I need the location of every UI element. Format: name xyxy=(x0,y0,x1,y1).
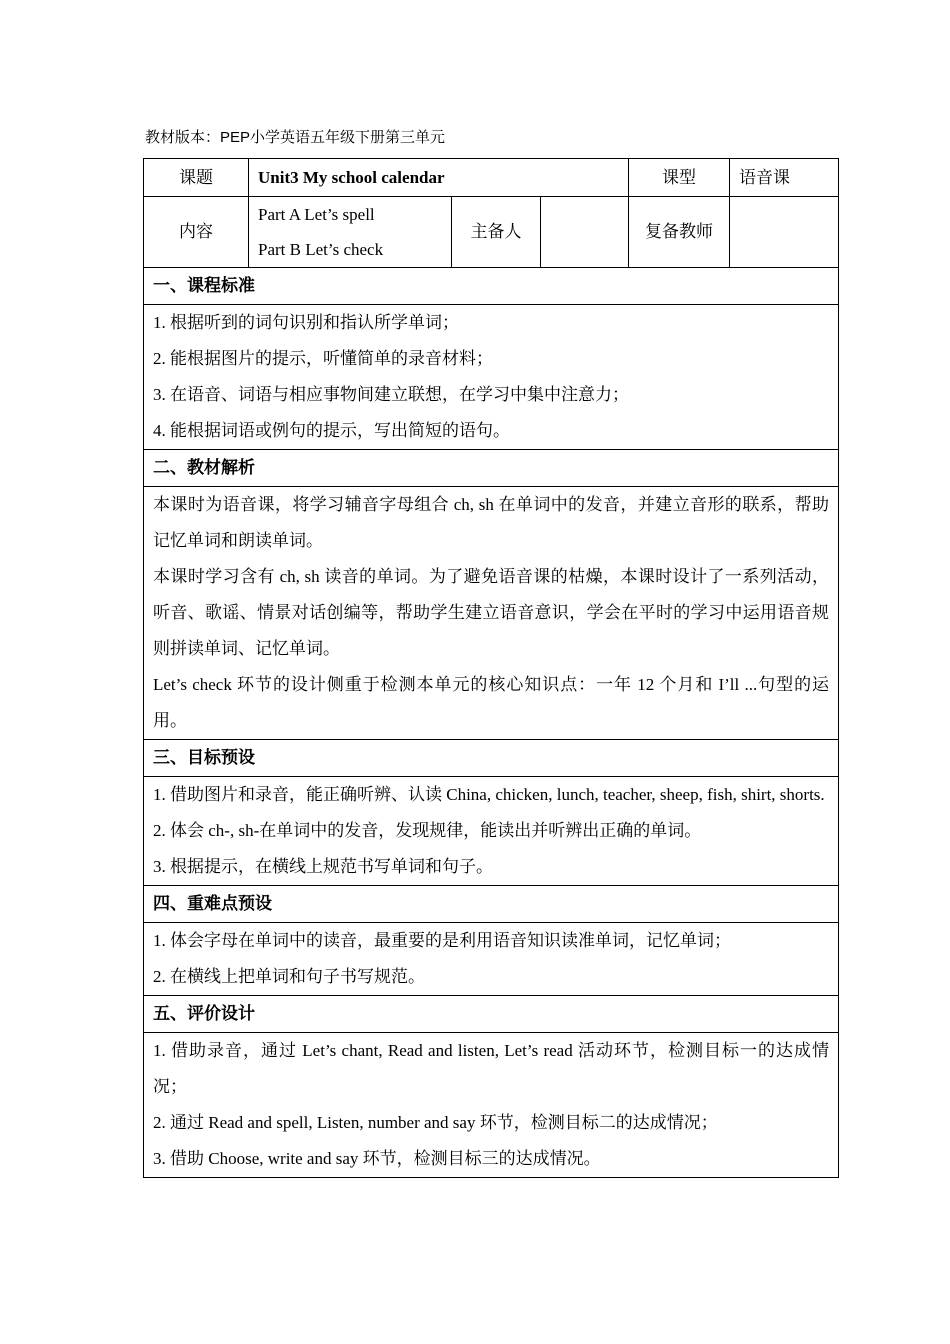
topic-label: 课题 xyxy=(144,159,249,197)
section-body xyxy=(144,487,839,740)
section-title: 一、课程标准 xyxy=(144,268,839,305)
section-line: Let’s check 环节的设计侧重于检测本单元的核心知识点：一年 12 个月和 I’ll ...句型的运用。 xyxy=(153,675,830,730)
type-label: 课型 xyxy=(629,159,730,197)
section-body-row xyxy=(144,777,839,886)
section-body-row xyxy=(144,305,839,450)
lesson-plan-table xyxy=(143,158,839,1178)
section-header-row xyxy=(144,450,839,487)
section-line: 本课时为语音课，将学习辅音字母组合 ch, sh 在单词中的发音，并建立音形的联系，帮助记忆单词和朗读单词。 xyxy=(153,495,830,550)
section-title: 四、重难点预设 xyxy=(144,886,839,923)
section-line: 3. 根据提示，在横线上规范书写单词和句子。 xyxy=(153,857,493,876)
section-body xyxy=(144,923,839,996)
section-body-row xyxy=(144,1033,839,1178)
section-header-row xyxy=(144,740,839,777)
section-line: 本课时学习含有 ch, sh 读音的单词。为了避免语音课的枯燥，本课时设计了一系列活动，听音、歌谣、情景对话创编等，帮助学生建立语音意识，学会在平时的学习中运用语音规则拼读单词、记忆单词。 xyxy=(153,567,830,658)
section-line: 2. 能根据图片的提示，听懂简单的录音材料； xyxy=(153,349,493,368)
section-line: 2. 在横线上把单词和句子书写规范。 xyxy=(153,967,425,986)
section-title: 五、评价设计 xyxy=(144,996,839,1033)
review-teacher-value xyxy=(730,197,839,268)
topic-row xyxy=(144,159,839,197)
section-line: 1. 根据听到的词句识别和指认所学单词； xyxy=(153,313,459,332)
section-line: 2. 通过 Read and spell, Listen, number and say 环节，检测目标二的达成情况； xyxy=(153,1113,718,1132)
section-line: 1. 借助录音，通过 Let’s chant, Read and listen, Let’s read 活动环节，检测目标一的达成情况； xyxy=(153,1041,830,1096)
section-body-row xyxy=(144,487,839,740)
section-line: 4. 能根据词语或例句的提示，写出简短的语句。 xyxy=(153,421,510,440)
section-title: 二、教材解析 xyxy=(144,450,839,487)
content-value xyxy=(249,197,452,268)
section-body xyxy=(144,305,839,450)
section-body xyxy=(144,1033,839,1178)
content-row xyxy=(144,197,839,268)
section-line: 1. 体会字母在单词中的读音，最重要的是利用语音知识读准单词，记忆单词； xyxy=(153,931,731,950)
content-line: Part A Let’s spell xyxy=(258,205,375,224)
section-header-row xyxy=(144,268,839,305)
section-line: 3. 借助 Choose, write and say 环节，检测目标三的达成情况。 xyxy=(153,1149,601,1168)
section-title: 三、目标预设 xyxy=(144,740,839,777)
section-body xyxy=(144,777,839,886)
section-line: 1. 借助图片和录音，能正确听辨、认读 China, chicken, lunch, teacher, sheep, fish, shirt, shorts. xyxy=(153,785,825,804)
topic-value: Unit3 My school calendar xyxy=(249,159,629,197)
review-teacher-label: 复备教师 xyxy=(629,197,730,268)
type-value: 语音课 xyxy=(730,159,839,197)
lead-teacher-label: 主备人 xyxy=(452,197,541,268)
textbook-edition: 教材版本：PEP小学英语五年级下册第三单元 xyxy=(145,129,446,146)
section-line: 3. 在语音、词语与相应事物间建立联想，在学习中集中注意力； xyxy=(153,385,629,404)
content-line: Part B Let’s check xyxy=(258,240,384,259)
section-header-row xyxy=(144,886,839,923)
section-header-row xyxy=(144,996,839,1033)
content-label: 内容 xyxy=(144,197,249,268)
section-body-row xyxy=(144,923,839,996)
lead-teacher-value xyxy=(541,197,629,268)
section-line: 2. 体会 ch-, sh-在单词中的发音，发现规律，能读出并听辨出正确的单词。 xyxy=(153,821,702,840)
